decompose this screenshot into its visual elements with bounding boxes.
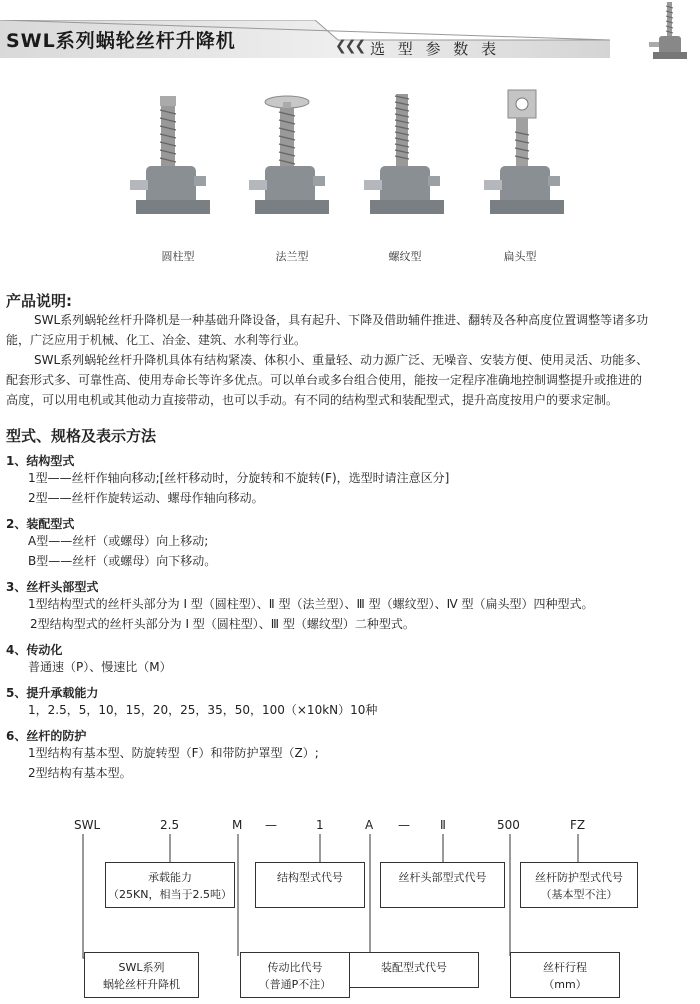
intro-line: SWL系列蜗轮丝杆升降机具体有结构紧凑、体积小、重量轻、动力源广泛、无噪音、安装方便、使用灵活、功能多、	[34, 353, 649, 367]
box-line: 装配型式代号	[381, 961, 447, 974]
section-title: 6、丝杆的防护	[6, 729, 87, 743]
code-box-head-type	[380, 862, 505, 908]
section-title: 5、提升承载能力	[6, 686, 99, 700]
intro-line: 配套形式多、可靠性高、使用寿命长等许多优点。可以单台或多台组合使用，能按一定程序准确地控制调整提升或推进的	[6, 373, 643, 387]
code-part: 1	[316, 818, 324, 832]
box-line: 蜗轮丝杆升降机	[103, 978, 180, 991]
box-line: 丝杆行程	[543, 961, 587, 974]
product-label: 圆柱型	[161, 250, 195, 263]
product-image-cylinder	[128, 88, 228, 238]
product-label: 法兰型	[275, 250, 309, 263]
box-line: （25KN，相当于2.5吨）	[108, 888, 232, 901]
section-line: 1型——丝杆作轴向移动;[丝杆移动时，分旋转和不旋转(F)，选型时请注意区分]	[28, 471, 450, 485]
section-line: 1，2.5，5，10，15，20，25，35，50，100（×10kN）10种	[28, 703, 378, 717]
code-part: Ⅱ	[440, 818, 446, 832]
product-image-flathead	[482, 88, 582, 238]
section-line: 2型——丝杆作旋转运动、螺母作轴向移动。	[28, 491, 264, 505]
intro-line: SWL系列蜗轮丝杆升降机是一种基础升降设备，具有起升、下降及借助辅件推进、翻转及各种高度位置调整等诸多功	[34, 313, 649, 327]
section-line: 1型结构型式的丝杆头部分为 Ⅰ 型（圆柱型）、Ⅱ 型（法兰型）、Ⅲ 型（螺纹型）、Ⅳ 型（扁头型）四种型式。	[28, 597, 594, 611]
code-box-protection	[520, 862, 638, 908]
intro-line: 高度，可以用电机或其他动力直接带动，也可以手动。有不同的结构型式和装配型式，提升高度按用户的要求定制。	[6, 393, 619, 407]
section-line: 1型结构有基本型、防旋转型（F）和带防护罩型（Z）;	[28, 746, 319, 760]
product-label: 螺纹型	[388, 250, 422, 263]
section-title: 1、结构型式	[6, 454, 75, 468]
section-line: 2型结构型式的丝杆头部分为 Ⅰ 型（圆柱型）、Ⅲ 型（螺纹型）二种型式。	[30, 617, 415, 631]
code-part: 2.5	[160, 818, 180, 832]
header-title: SWL系列蜗轮丝杆升降机	[6, 30, 236, 52]
product-image-thread	[362, 88, 462, 238]
code-part: 500	[497, 818, 520, 832]
spec-heading: 型式、规格及表示方法	[6, 427, 157, 445]
code-part: A	[365, 818, 374, 832]
code-box-structure	[255, 862, 365, 908]
box-line: 结构型式代号	[277, 871, 343, 884]
section-title: 2、装配型式	[6, 517, 75, 531]
box-line: （mm）	[543, 978, 587, 991]
section-title: 3、丝杆头部型式	[6, 580, 99, 594]
code-box-load-capacity	[105, 862, 235, 908]
code-part: SWL	[74, 818, 101, 832]
section-line: A型——丝杆（或螺母）向上移动;	[28, 534, 209, 548]
header-subtitle: 选 型 参 数 表	[370, 40, 501, 58]
box-line: （基本型不注）	[540, 888, 618, 901]
code-box-stroke	[510, 952, 620, 998]
product-image-flange	[247, 88, 347, 238]
section-line: 2型结构有基本型。	[28, 766, 132, 780]
box-line: 丝杆防护型式代号	[535, 871, 623, 884]
intro-line: 能，广泛应用于机械、化工、冶金、建筑、水利等行业。	[6, 333, 307, 347]
code-box-assembly	[349, 952, 479, 988]
code-part: FZ	[570, 818, 586, 832]
product-label: 扁头型	[503, 250, 537, 263]
code-box-ratio	[240, 952, 350, 998]
intro-heading: 产品说明:	[6, 292, 72, 310]
code-part: M	[232, 818, 243, 832]
code-part: —	[265, 818, 277, 832]
box-line: 传动比代号	[267, 961, 323, 974]
chevron-left-icon: ❮❮❮	[335, 38, 365, 54]
section-line: B型——丝杆（或螺母）向下移动。	[28, 554, 217, 568]
box-line: SWL系列	[118, 961, 165, 974]
section-line: 普通速（P）、慢速比（M）	[28, 660, 172, 674]
section-title: 4、传动化	[6, 643, 63, 657]
box-line: 丝杆头部型式代号	[398, 871, 487, 884]
box-line: 承载能力	[148, 871, 192, 884]
code-part: —	[398, 818, 410, 832]
code-box-series	[84, 952, 199, 998]
product-thumbnail-icon	[648, 2, 692, 64]
box-line: （普通P不注）	[258, 978, 332, 991]
